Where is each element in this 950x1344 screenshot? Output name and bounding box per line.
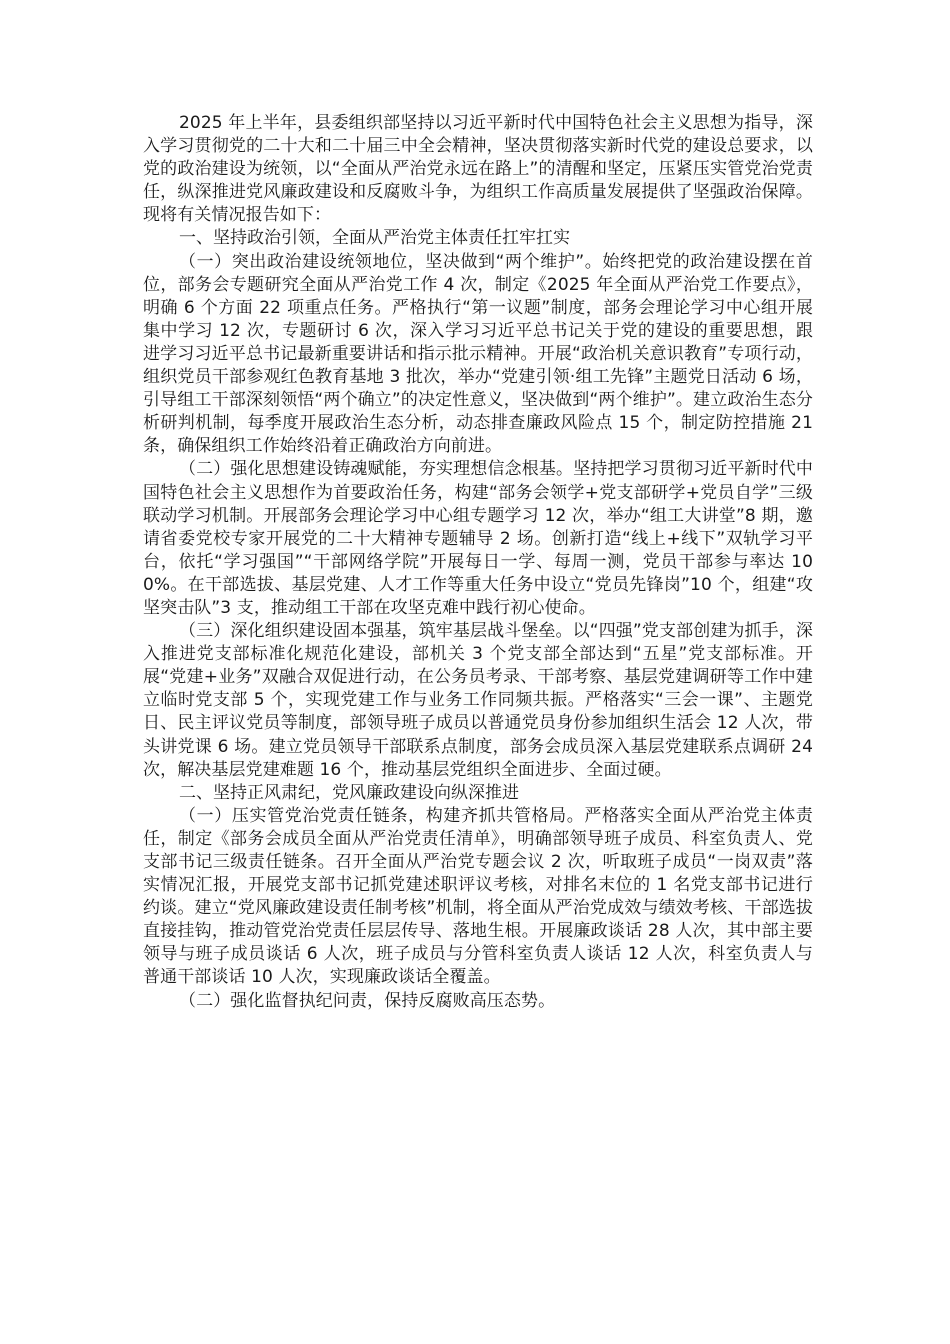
section-1-paragraph-1: （一）突出政治建设统领地位，坚决做到“两个维护”。始终把党的政治建设摆在首位，部务会专题研究全面从严治党工作 4 次，制定《2025 年全面从严治党工作要点》，明确 6 个方面 22 项重点任务。严格执行“第一议题”制度，部务会理论学习中心组开展集中学习 12 次，专题研讨 6 次，深入学习习近平总书记关于党的建设的重要思想，跟进学习习近平总书记最新重要讲话和指示批示精神。开展“政治机关意识教育”专项行动，组织党员干部参观红色教育基地 3 批次，举办“党建引领·组工先锋”主题党日活动 6 场，引导组工干部深刻领悟“两个确立”的决定性意义，坚决做到“两个维护”。建立政治生态分析研判机制，每季度开展政治生态分析，动态排查廉政风险点 15 个，制定防控措施 21 条，确保组织工作始终沿着正确政治方向前进。 bbox=[143, 251, 813, 457]
section-2-paragraph-1: （一）压实管党治党责任链条，构建齐抓共管格局。严格落实全面从严治党主体责任，制定《部务会成员全面从严治党责任清单》，明确部领导班子成员、科室负责人、党支部书记三级责任链条。召开全面从严治党专题会议 2 次，听取班子成员“一岗双责”落实情况汇报，开展党支部书记抓党建述职评议考核，对排名末位的 1 名党支部书记进行约谈。建立“党风廉政建设责任制考核”机制，将全面从严治党成效与绩效考核、干部选拔直接挂钩，推动管党治党责任层层传导、落地生根。开展廉政谈话 28 人次，其中部主要领导与班子成员谈话 6 人次，班子成员与分管科室负责人谈话 12 人次，科室负责人与普通干部谈话 10 人次，实现廉政谈话全覆盖。 bbox=[143, 805, 813, 988]
intro-paragraph: 2025 年上半年，县委组织部坚持以习近平新时代中国特色社会主义思想为指导，深入学习贯彻党的二十大和二十届三中全会精神，坚决贯彻落实新时代党的建设总要求，以党的政治建设为统领，以“全面从严治党永远在路上”的清醒和坚定，压紧压实管党治党责任，纵深推进党风廉政建设和反腐败斗争，为组织工作高质量发展提供了坚强政治保障。现将有关情况报告如下： bbox=[143, 113, 813, 226]
section-1-paragraph-3: （三）深化组织建设固本强基，筑牢基层战斗堡垒。以“四强”党支部创建为抓手，深入推进党支部标准化规范化建设，部机关 3 个党支部全部达到“五星”党支部标准。开展“党建+业务”双融合双促进行动，在公务员考录、干部考察、基层党建调研等工作中建立临时党支部 5 个，实现党建工作与业务工作同频共振。严格落实“三会一课”、主题党日、民主评议党员等制度，部领导班子成员以普通党员身份参加组织生活会 12 人次，带头讲党课 6 场。建立党员领导干部联系点制度，部务会成员深入基层党建联系点调研 24 次，解决基层党建难题 16 个，推动基层党组织全面进步、全面过硬。 bbox=[143, 621, 813, 780]
section-1-paragraph-2: （二）强化思想建设铸魂赋能，夯实理想信念根基。坚持把学习贯彻习近平新时代中国特色社会主义思想作为首要政治任务，构建“部务会领学+党支部研学+党员自学”三级联动学习机制。开展部务会理论学习中心组专题学习 12 次，举办“组工大讲堂”8 期，邀请省委党校专家开展党的二十大精神专题辅导 2 场。创新打造“线上+线下”双轨学习平台，依托“学习强国”“干部网络学院”开展每日一学、每周一测，党员干部参与率达 100%。在干部选拔、基层党建、人才工作等重大任务中设立“党员先锋岗”10 个，组建“攻坚突击队”3 支，推动组工干部在攻坚克难中践行初心使命。 bbox=[143, 459, 813, 618]
section-1-heading: 一、坚持政治引领，全面从严治党主体责任扛牢扛实 bbox=[179, 228, 570, 249]
section-2-paragraph-2: （二）强化监督执纪问责，保持反腐败高压态势。 bbox=[179, 990, 556, 1011]
document-page bbox=[143, 112, 813, 1013]
section-2-heading: 二、坚持正风肃纪，党风廉政建设向纵深推进 bbox=[179, 782, 519, 803]
